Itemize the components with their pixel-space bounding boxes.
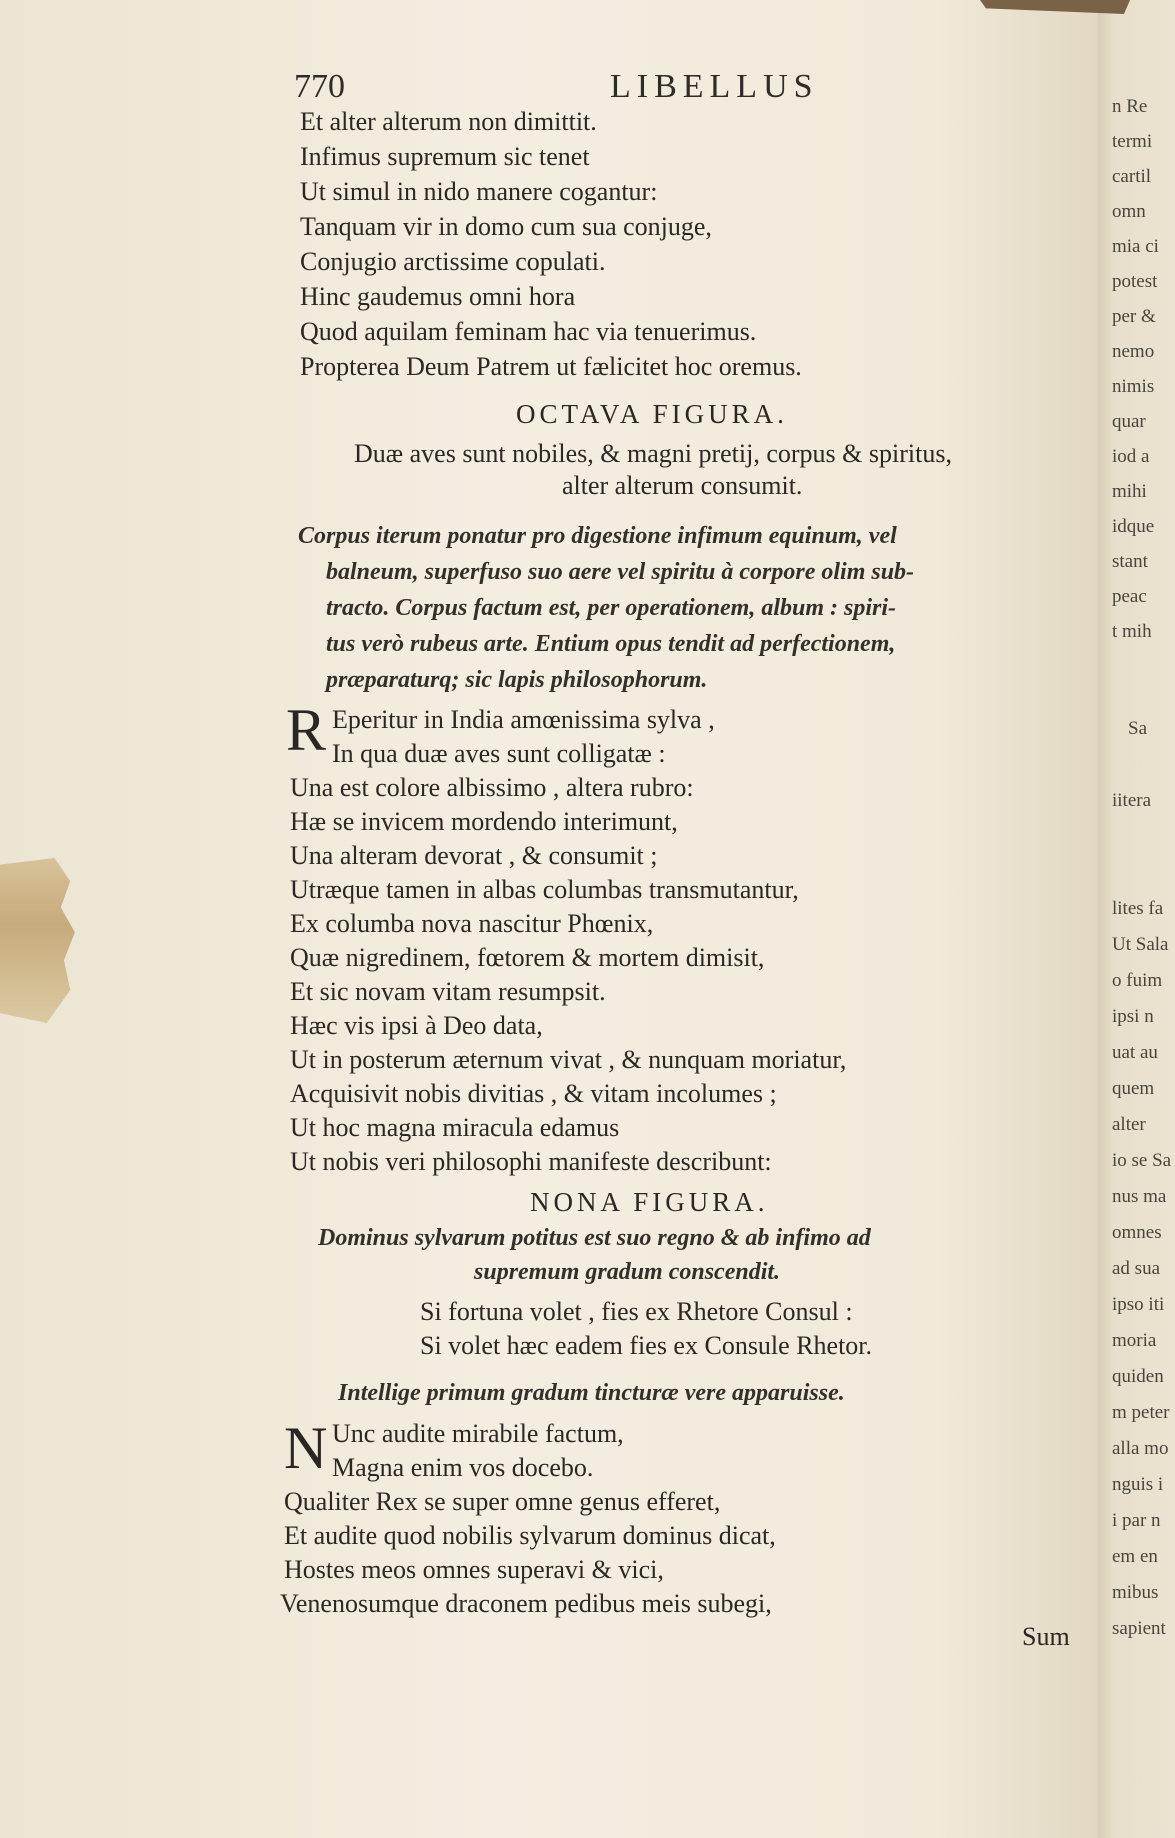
nona-subtitle-line: supremum gradum conscendit. xyxy=(474,1259,781,1285)
nona-subtitle-line: Dominus sylvarum potitus est suo regno & ab infimo ad xyxy=(318,1225,871,1251)
commentary-line: tus verò rubeus arte. Entium opus tendit ad perfectionem, xyxy=(326,631,896,657)
facing-page-fragment: ipso iti xyxy=(1112,1294,1165,1315)
facing-page-fragment: cartil xyxy=(1112,166,1152,187)
facing-page-fragment: peac xyxy=(1112,586,1147,607)
verse-line: Conjugio arctissime copulati. xyxy=(300,247,606,276)
facing-page-fragment: moria xyxy=(1112,1330,1157,1351)
facing-page-fragment: Sa xyxy=(1128,718,1147,739)
facing-page-fragment: iitera xyxy=(1112,790,1152,811)
drop-cap-r: R xyxy=(286,697,327,763)
facing-page-fragment: alla mo xyxy=(1112,1438,1169,1459)
facing-page-fragment: mibus xyxy=(1112,1582,1159,1603)
nona-note: Intellige primum gradum tincturæ vere apparuisse. xyxy=(338,1380,845,1406)
couplet-line: Si fortuna volet , fies ex Rhetore Consul : xyxy=(420,1297,853,1326)
facing-page-fragment: quar xyxy=(1112,411,1146,432)
facing-page-fragment: nimis xyxy=(1112,376,1155,397)
facing-page-fragment: omn xyxy=(1112,201,1146,222)
octava-subtitle-line: Duæ aves sunt nobiles, & magni pretij, corpus & spiritus, xyxy=(354,439,952,468)
verse-line: Hinc gaudemus omni hora xyxy=(300,282,576,311)
facing-page-fragment: quiden xyxy=(1112,1366,1164,1387)
facing-page-fragment: m peter xyxy=(1112,1402,1170,1423)
verse-line: Tanquam vir in domo cum sua conjuge, xyxy=(300,212,712,241)
facing-page-fragment: nemo xyxy=(1112,341,1155,362)
verse-line: Ut simul in nido manere cogantur: xyxy=(300,177,658,206)
facing-page-fragment: t mih xyxy=(1112,621,1152,642)
facing-page-fragment: uat au xyxy=(1112,1042,1158,1063)
facing-page-fragment: iod a xyxy=(1112,446,1150,467)
section-heading-octava: OCTAVA FIGURA. xyxy=(516,399,788,429)
verse-line: Eperitur in India amœnissima sylva , xyxy=(332,705,715,734)
verse-line: Et alter alterum non dimittit. xyxy=(300,107,597,136)
verse-line: Propterea Deum Patrem ut fælicitet hoc oremus. xyxy=(300,352,802,381)
verse-line: Hæc vis ipsi à Deo data, xyxy=(290,1011,543,1040)
facing-page-fragment: quem xyxy=(1112,1078,1155,1099)
verse-line: Ut nobis veri philosophi manifeste describunt: xyxy=(290,1147,772,1176)
facing-page-edge xyxy=(1098,0,1175,1838)
facing-page-fragment: n Re xyxy=(1112,96,1148,117)
verse-line: Magna enim vos docebo. xyxy=(332,1453,594,1482)
verse-line: Quod aquilam feminam hac via tenuerimus. xyxy=(300,317,757,346)
catchword: Sum xyxy=(1022,1622,1070,1651)
facing-page-fragment: io se Sa xyxy=(1112,1150,1172,1171)
verse-line: In qua duæ aves sunt colligatæ : xyxy=(332,739,666,768)
verse-line: Et audite quod nobilis sylvarum dominus dicat, xyxy=(284,1521,776,1550)
verse-line: Infimus supremum sic tenet xyxy=(300,142,590,171)
verse-line: Ut hoc magna miracula edamus xyxy=(290,1113,620,1142)
facing-page-fragment: potest xyxy=(1112,271,1158,292)
drop-cap-n: N xyxy=(284,1415,328,1481)
commentary-line: præparaturq; sic lapis philosophorum. xyxy=(326,667,708,693)
facing-page-fragment: Ut Sala xyxy=(1112,934,1169,955)
verse-line: Unc audite mirabile factum, xyxy=(332,1419,624,1448)
verse-line: Utræque tamen in albas columbas transmutantur, xyxy=(290,875,799,904)
verse-line: Hostes meos omnes superavi & vici, xyxy=(284,1555,664,1584)
facing-page-fragment: i par n xyxy=(1112,1510,1161,1531)
octava-subtitle-line: alter alterum consumit. xyxy=(562,471,803,500)
verse-line: Venenosumque draconem pedibus meis subegi, xyxy=(280,1589,772,1618)
commentary-line: balneum, superfuso suo aere vel spiritu à corpore olim sub- xyxy=(326,559,915,585)
facing-page-fragment: lites fa xyxy=(1112,898,1164,919)
page-number: 770 xyxy=(294,68,345,105)
section-heading-nona: NONA FIGURA. xyxy=(530,1187,769,1217)
facing-page-fragment: per & xyxy=(1112,306,1156,327)
facing-page-fragment: ipsi n xyxy=(1112,1006,1154,1027)
running-title: LIBELLUS xyxy=(610,68,819,105)
facing-page-fragment: alter xyxy=(1112,1114,1146,1135)
verse-line: Ex columba nova nascitur Phœnix, xyxy=(290,909,654,938)
verse-line: Una alteram devorat , & consumit ; xyxy=(290,841,658,870)
verse-line: Quæ nigredinem, fœtorem & mortem dimisit, xyxy=(290,943,765,972)
verse-line: Hæ se invicem mordendo interimunt, xyxy=(290,807,678,836)
facing-page-fragment: mia ci xyxy=(1112,236,1159,257)
verse-line: Ut in posterum æternum vivat , & nunquam moriatur, xyxy=(290,1045,847,1074)
facing-page-fragment: ad sua xyxy=(1112,1258,1161,1279)
commentary-line: tracto. Corpus factum est, per operationem, album : spiri- xyxy=(326,595,897,621)
verse-line: Acquisivit nobis divitias , & vitam incolumes ; xyxy=(290,1079,777,1108)
facing-page-fragment: stant xyxy=(1112,551,1148,572)
facing-page-fragment: em en xyxy=(1112,1546,1158,1567)
facing-page-fragment: nus ma xyxy=(1112,1186,1167,1207)
verse-line: Una est colore albissimo , altera rubro: xyxy=(290,773,694,802)
couplet-line: Si volet hæc eadem fies ex Consule Rhetor. xyxy=(420,1331,873,1360)
verse-line: Et sic novam vitam resumpsit. xyxy=(290,977,606,1006)
facing-page-fragment: termi xyxy=(1112,131,1153,152)
facing-page-fragment: idque xyxy=(1112,516,1155,537)
facing-page-fragment: sapient xyxy=(1112,1618,1166,1639)
facing-page-fragment: omnes xyxy=(1112,1222,1162,1243)
commentary-line: Corpus iterum ponatur pro digestione infimum equinum, vel xyxy=(298,523,897,549)
facing-page-fragment: mihi xyxy=(1112,481,1147,502)
facing-page-fragment: o fuim xyxy=(1112,970,1163,991)
verse-line: Qualiter Rex se super omne genus efferet, xyxy=(284,1487,721,1516)
facing-page-fragment: nguis i xyxy=(1112,1474,1164,1495)
